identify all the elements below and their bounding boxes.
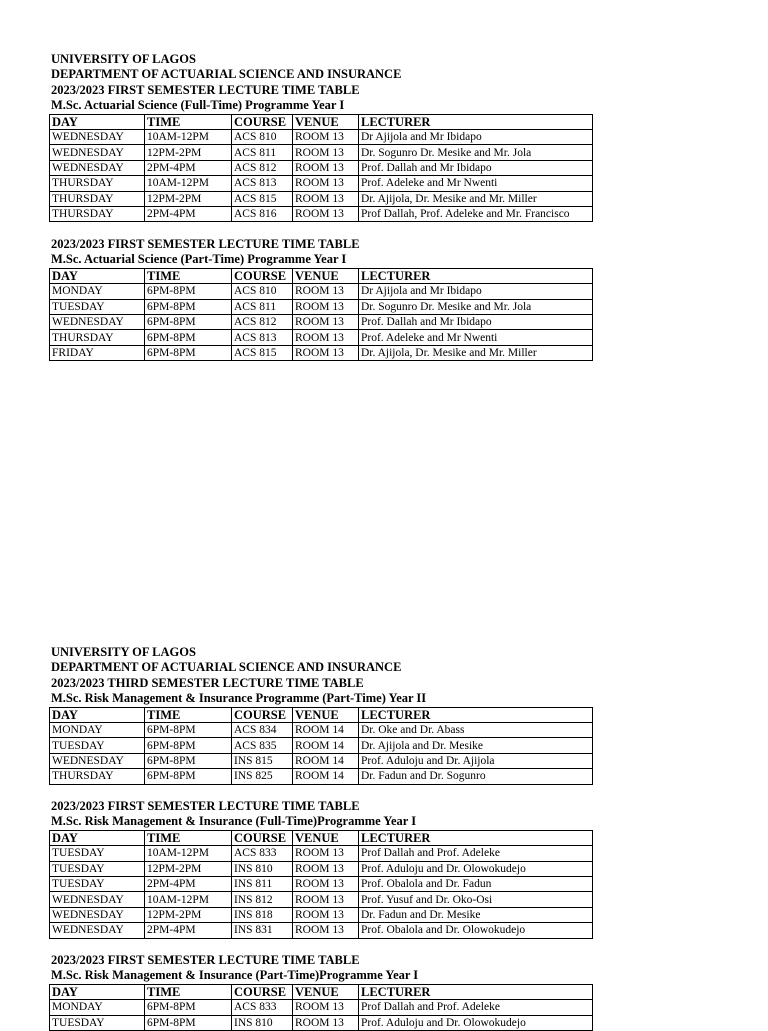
column-header-course: COURSE: [232, 114, 293, 129]
venue-cell: ROOM 13: [293, 299, 359, 314]
time-cell: 6PM-8PM: [145, 769, 232, 784]
venue-cell: ROOM 13: [293, 907, 359, 922]
lecturer-cell: Prof Dallah and Prof. Adeleke: [359, 1000, 593, 1015]
venue-cell: ROOM 13: [293, 892, 359, 907]
timetable: [49, 114, 593, 223]
venue-cell: ROOM 13: [293, 1015, 359, 1030]
venue-cell: ROOM 13: [293, 130, 359, 145]
column-header-time: TIME: [145, 984, 232, 999]
lecturer-cell: Dr. Ajijola, Dr. Mesike and Mr. Miller: [359, 345, 593, 360]
timetable-parttime-risk-year2: [49, 645, 593, 785]
course-cell: INS 810: [232, 861, 293, 876]
header-row: [50, 707, 593, 722]
university-title: UNIVERSITY OF LAGOS: [51, 52, 196, 66]
lecturer-cell: Dr. Sogunro Dr. Mesike and Mr. Jola: [359, 145, 593, 160]
table-row: [50, 1000, 593, 1015]
table-row: [50, 145, 593, 160]
lecturer-cell: Prof. Aduloju and Dr. Ajijola: [359, 753, 593, 768]
column-header-lecturer: LECTURER: [359, 984, 593, 999]
course-cell: ACS 813: [232, 176, 293, 191]
venue-cell: ROOM 13: [293, 160, 359, 175]
lecturer-cell: Prof. Obalola and Dr. Fadun: [359, 876, 593, 891]
programme-title: M.Sc. Actuarial Science (Full-Time) Programme Year I: [51, 98, 345, 113]
time-cell: 10AM-12PM: [145, 176, 232, 191]
timetable-fulltime-actuarial: [49, 52, 593, 222]
course-cell: INS 818: [232, 907, 293, 922]
table-row: [50, 861, 593, 876]
lecturer-cell: Dr. Fadun and Dr. Sogunro: [359, 769, 593, 784]
venue-cell: ROOM 13: [293, 861, 359, 876]
column-header-venue: VENUE: [293, 114, 359, 129]
header-row: [50, 268, 593, 283]
table-row: [50, 1015, 593, 1030]
column-header-venue: VENUE: [293, 268, 359, 283]
time-cell: 12PM-2PM: [145, 145, 232, 160]
venue-cell: ROOM 14: [293, 738, 359, 753]
column-header-day: DAY: [50, 984, 145, 999]
time-cell: 6PM-8PM: [145, 314, 232, 329]
timetable-title: 2023/2023 THIRD SEMESTER LECTURE TIME TABLE: [51, 675, 364, 690]
course-cell: INS 825: [232, 769, 293, 784]
day-cell: THURSDAY: [50, 330, 145, 345]
day-cell: TUESDAY: [50, 846, 145, 861]
day-cell: THURSDAY: [50, 191, 145, 206]
table-row: [50, 923, 593, 938]
table-row: [50, 206, 593, 221]
course-cell: ACS 833: [232, 846, 293, 861]
table-row: [50, 191, 593, 206]
column-header-lecturer: LECTURER: [359, 707, 593, 722]
column-header-lecturer: LECTURER: [359, 830, 593, 845]
course-cell: INS 831: [232, 923, 293, 938]
time-cell: 12PM-2PM: [145, 907, 232, 922]
day-cell: WEDNESDAY: [50, 892, 145, 907]
timetable-fulltime-risk-year1: [49, 799, 593, 939]
time-cell: 6PM-8PM: [145, 1000, 232, 1015]
timetable-title: 2023/2023 FIRST SEMESTER LECTURE TIME TABLE: [51, 237, 360, 251]
course-cell: INS 815: [232, 753, 293, 768]
programme-title: M.Sc. Risk Management & Insurance (Part-Time)Programme Year I: [51, 968, 419, 983]
time-cell: 10AM-12PM: [145, 130, 232, 145]
timetable: [49, 268, 593, 361]
column-header-course: COURSE: [232, 984, 293, 999]
time-cell: 12PM-2PM: [145, 861, 232, 876]
lecturer-cell: Dr. Ajijola and Dr. Mesike: [359, 738, 593, 753]
department-title: DEPARTMENT OF ACTUARIAL SCIENCE AND INSURANCE: [51, 67, 402, 82]
course-cell: ACS 813: [232, 330, 293, 345]
university-title: UNIVERSITY OF LAGOS: [51, 645, 196, 659]
course-cell: ACS 833: [232, 1000, 293, 1015]
table-row: [50, 176, 593, 191]
programme-title: M.Sc. Risk Management & Insurance (Full-Time)Programme Year I: [51, 814, 417, 829]
course-cell: ACS 835: [232, 738, 293, 753]
course-cell: ACS 811: [232, 145, 293, 160]
course-cell: ACS 816: [232, 206, 293, 221]
day-cell: TUESDAY: [50, 861, 145, 876]
table-row: [50, 907, 593, 922]
course-cell: INS 811: [232, 876, 293, 891]
table-row: [50, 892, 593, 907]
column-header-course: COURSE: [232, 707, 293, 722]
time-cell: 6PM-8PM: [145, 284, 232, 299]
day-cell: FRIDAY: [50, 345, 145, 360]
venue-cell: ROOM 13: [293, 284, 359, 299]
day-cell: TUESDAY: [50, 876, 145, 891]
day-cell: WEDNESDAY: [50, 753, 145, 768]
venue-cell: ROOM 13: [293, 191, 359, 206]
lecturer-cell: Dr Ajijola and Mr Ibidapo: [359, 130, 593, 145]
header-row: [50, 984, 593, 999]
timetable-parttime-actuarial: [49, 237, 593, 361]
day-cell: THURSDAY: [50, 769, 145, 784]
lecturer-cell: Dr Ajijola and Mr Ibidapo: [359, 284, 593, 299]
column-header-lecturer: LECTURER: [359, 114, 593, 129]
timetable: [49, 707, 593, 785]
lecturer-cell: Dr. Fadun and Dr. Mesike: [359, 907, 593, 922]
day-cell: MONDAY: [50, 1000, 145, 1015]
header-row: [50, 114, 593, 129]
table-row: [50, 846, 593, 861]
venue-cell: ROOM 13: [293, 330, 359, 345]
lecturer-cell: Prof. Yusuf and Dr. Oko-Osi: [359, 892, 593, 907]
lecturer-cell: Prof. Adeleke and Mr Nwenti: [359, 330, 593, 345]
time-cell: 12PM-2PM: [145, 191, 232, 206]
day-cell: TUESDAY: [50, 738, 145, 753]
table-row: [50, 876, 593, 891]
table-row: [50, 160, 593, 175]
day-cell: WEDNESDAY: [50, 160, 145, 175]
time-cell: 10AM-12PM: [145, 846, 232, 861]
day-cell: WEDNESDAY: [50, 314, 145, 329]
column-header-lecturer: LECTURER: [359, 268, 593, 283]
lecturer-cell: Dr. Ajijola, Dr. Mesike and Mr. Miller: [359, 191, 593, 206]
venue-cell: ROOM 14: [293, 769, 359, 784]
timetable-title: 2023/2023 FIRST SEMESTER LECTURE TIME TABLE: [51, 953, 360, 967]
table-row: [50, 345, 593, 360]
column-header-day: DAY: [50, 830, 145, 845]
time-cell: 6PM-8PM: [145, 299, 232, 314]
timetable: [49, 830, 593, 939]
table-row: [50, 299, 593, 314]
table-row: [50, 738, 593, 753]
column-header-day: DAY: [50, 707, 145, 722]
lecturer-cell: Prof. Aduloju and Dr. Olowokudejo: [359, 861, 593, 876]
day-cell: TUESDAY: [50, 299, 145, 314]
day-cell: WEDNESDAY: [50, 145, 145, 160]
course-cell: ACS 834: [232, 723, 293, 738]
time-cell: 2PM-4PM: [145, 876, 232, 891]
programme-title: M.Sc. Actuarial Science (Part-Time) Programme Year I: [51, 252, 347, 267]
course-cell: ACS 815: [232, 191, 293, 206]
venue-cell: ROOM 13: [293, 846, 359, 861]
time-cell: 6PM-8PM: [145, 1015, 232, 1030]
header-row: [50, 830, 593, 845]
day-cell: THURSDAY: [50, 176, 145, 191]
venue-cell: ROOM 13: [293, 876, 359, 891]
lecturer-cell: Prof. Obalola and Dr. Olowokudejo: [359, 923, 593, 938]
timetable-title: 2023/2023 FIRST SEMESTER LECTURE TIME TABLE: [51, 799, 360, 813]
table-row: [50, 753, 593, 768]
day-cell: WEDNESDAY: [50, 130, 145, 145]
day-cell: THURSDAY: [50, 206, 145, 221]
table-row: [50, 130, 593, 145]
lecturer-cell: Prof. Aduloju and Dr. Olowokudejo: [359, 1015, 593, 1030]
column-header-course: COURSE: [232, 830, 293, 845]
column-header-venue: VENUE: [293, 984, 359, 999]
programme-title: M.Sc. Risk Management & Insurance Programme (Part-Time) Year II: [51, 691, 427, 706]
course-cell: ACS 811: [232, 299, 293, 314]
day-cell: MONDAY: [50, 723, 145, 738]
day-cell: TUESDAY: [50, 1015, 145, 1030]
column-header-day: DAY: [50, 268, 145, 283]
lecturer-cell: Dr. Oke and Dr. Abass: [359, 723, 593, 738]
lecturer-cell: Dr. Sogunro Dr. Mesike and Mr. Jola: [359, 299, 593, 314]
course-cell: INS 810: [232, 1015, 293, 1030]
day-cell: WEDNESDAY: [50, 907, 145, 922]
venue-cell: ROOM 13: [293, 923, 359, 938]
lecturer-cell: Prof. Dallah and Mr Ibidapo: [359, 160, 593, 175]
venue-cell: ROOM 13: [293, 345, 359, 360]
venue-cell: ROOM 14: [293, 753, 359, 768]
lecturer-cell: Prof. Adeleke and Mr Nwenti: [359, 176, 593, 191]
venue-cell: ROOM 13: [293, 145, 359, 160]
column-header-time: TIME: [145, 268, 232, 283]
time-cell: 2PM-4PM: [145, 160, 232, 175]
table-row: [50, 284, 593, 299]
timetable-title: 2023/2023 FIRST SEMESTER LECTURE TIME TABLE: [51, 82, 360, 97]
column-header-time: TIME: [145, 830, 232, 845]
day-cell: WEDNESDAY: [50, 923, 145, 938]
time-cell: 6PM-8PM: [145, 723, 232, 738]
time-cell: 2PM-4PM: [145, 923, 232, 938]
table-row: [50, 769, 593, 784]
time-cell: 6PM-8PM: [145, 330, 232, 345]
venue-cell: ROOM 13: [293, 176, 359, 191]
column-header-venue: VENUE: [293, 707, 359, 722]
time-cell: 10AM-12PM: [145, 892, 232, 907]
venue-cell: ROOM 14: [293, 723, 359, 738]
course-cell: ACS 812: [232, 160, 293, 175]
table-row: [50, 330, 593, 345]
course-cell: ACS 810: [232, 284, 293, 299]
timetable-parttime-risk-year1: [49, 953, 593, 1031]
course-cell: ACS 815: [232, 345, 293, 360]
column-header-venue: VENUE: [293, 830, 359, 845]
course-cell: ACS 810: [232, 130, 293, 145]
lecturer-cell: Prof Dallah and Prof. Adeleke: [359, 846, 593, 861]
lecturer-cell: Prof. Dallah and Mr Ibidapo: [359, 314, 593, 329]
time-cell: 6PM-8PM: [145, 738, 232, 753]
day-cell: MONDAY: [50, 284, 145, 299]
lecturer-cell: Prof Dallah, Prof. Adeleke and Mr. Francisco: [359, 206, 593, 221]
time-cell: 6PM-8PM: [145, 753, 232, 768]
column-header-time: TIME: [145, 114, 232, 129]
department-title: DEPARTMENT OF ACTUARIAL SCIENCE AND INSURANCE: [51, 660, 402, 675]
time-cell: 6PM-8PM: [145, 345, 232, 360]
course-cell: ACS 812: [232, 314, 293, 329]
table-row: [50, 314, 593, 329]
table-row: [50, 723, 593, 738]
venue-cell: ROOM 13: [293, 1000, 359, 1015]
column-header-course: COURSE: [232, 268, 293, 283]
venue-cell: ROOM 13: [293, 206, 359, 221]
venue-cell: ROOM 13: [293, 314, 359, 329]
course-cell: INS 812: [232, 892, 293, 907]
time-cell: 2PM-4PM: [145, 206, 232, 221]
column-header-time: TIME: [145, 707, 232, 722]
column-header-day: DAY: [50, 114, 145, 129]
